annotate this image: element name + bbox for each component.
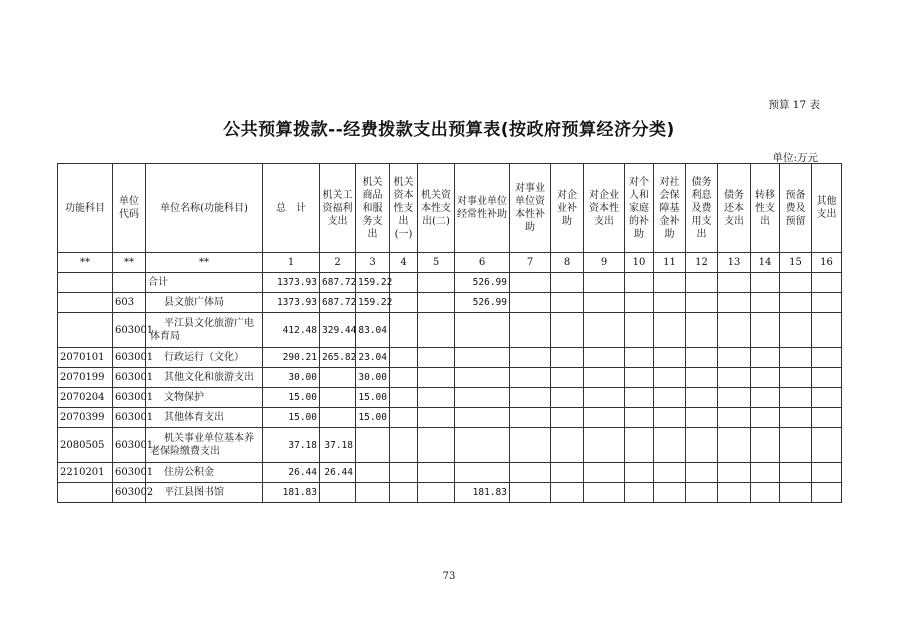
column-header: 单位名称(功能科目) bbox=[146, 164, 263, 253]
subsidy-cell bbox=[455, 428, 510, 463]
func-code-cell bbox=[58, 313, 113, 348]
unit-code-cell: 603001 bbox=[113, 408, 146, 428]
form-number: 预算 17 表 bbox=[768, 99, 820, 111]
column-header: 对事业单位经常性补助 bbox=[455, 164, 510, 253]
column-header: 机关资本性支出(二) bbox=[418, 164, 455, 253]
index-cell: 1 bbox=[263, 253, 320, 273]
index-row bbox=[58, 253, 842, 273]
unit-code-cell: 603002 bbox=[113, 483, 146, 503]
salary-cell: 265.82 bbox=[320, 348, 356, 368]
page-number: 73 bbox=[442, 571, 456, 582]
goods-services-cell: 83.04 bbox=[356, 313, 390, 348]
unit-name-cell: 平江县图书馆 bbox=[146, 483, 263, 503]
subsidy-cell bbox=[455, 313, 510, 348]
goods-services-cell: 159.22 bbox=[356, 273, 390, 293]
table-row bbox=[58, 348, 842, 368]
salary-cell bbox=[320, 408, 356, 428]
goods-services-cell: 159.22 bbox=[356, 293, 390, 313]
index-cell: 16 bbox=[812, 253, 842, 273]
index-cell: 5 bbox=[418, 253, 455, 273]
index-cell: 3 bbox=[356, 253, 390, 273]
salary-cell: 329.44 bbox=[320, 313, 356, 348]
func-code-cell: 2070101 bbox=[58, 348, 113, 368]
column-header: 机关商品和服务支出 bbox=[356, 164, 390, 253]
table-row bbox=[58, 463, 842, 483]
salary-cell: 26.44 bbox=[320, 463, 356, 483]
unit-code-cell: 603001 bbox=[113, 368, 146, 388]
salary-cell bbox=[320, 483, 356, 503]
salary-cell bbox=[320, 368, 356, 388]
column-header: 债务还本支出 bbox=[718, 164, 751, 253]
total-cell: 15.00 bbox=[263, 388, 320, 408]
unit-code-cell: 603 bbox=[113, 293, 146, 313]
index-cell: ** bbox=[113, 253, 146, 273]
unit-code-cell: 603001 bbox=[113, 428, 146, 463]
unit-code-cell: 603001 bbox=[113, 313, 146, 348]
salary-cell: 37.18 bbox=[320, 428, 356, 463]
total-cell: 412.48 bbox=[263, 313, 320, 348]
table-row bbox=[58, 293, 842, 313]
unit-name-cell: 其他文化和旅游支出 bbox=[146, 368, 263, 388]
index-cell: 2 bbox=[320, 253, 356, 273]
index-cell: 11 bbox=[654, 253, 686, 273]
unit-name-cell: 机关事业单位基本养老保险缴费支出 bbox=[146, 428, 263, 463]
index-cell: 12 bbox=[686, 253, 718, 273]
column-header: 对企业补助 bbox=[551, 164, 584, 253]
subsidy-cell bbox=[455, 408, 510, 428]
func-code-cell: 2080505 bbox=[58, 428, 113, 463]
unit-code-cell: 603001 bbox=[113, 348, 146, 368]
index-cell: 14 bbox=[751, 253, 780, 273]
index-cell: 10 bbox=[625, 253, 654, 273]
header-row bbox=[58, 164, 842, 253]
column-header: 债务利息及费用支出 bbox=[686, 164, 718, 253]
unit-name-cell: 合计 bbox=[146, 273, 263, 293]
index-cell: 8 bbox=[551, 253, 584, 273]
column-header: 单位代码 bbox=[113, 164, 146, 253]
table-row bbox=[58, 388, 842, 408]
table-row bbox=[58, 428, 842, 463]
unit-code-cell bbox=[113, 273, 146, 293]
table-row bbox=[58, 273, 842, 293]
subsidy-cell bbox=[455, 348, 510, 368]
page-title: 公共预算拨款--经费拨款支出预算表(按政府预算经济分类) bbox=[223, 120, 675, 140]
column-header: 预备费及预留 bbox=[780, 164, 812, 253]
total-cell: 37.18 bbox=[263, 428, 320, 463]
column-header: 转移性支出 bbox=[751, 164, 780, 253]
func-code-cell bbox=[58, 293, 113, 313]
func-code-cell bbox=[58, 483, 113, 503]
goods-services-cell: 23.04 bbox=[356, 348, 390, 368]
total-cell: 1373.93 bbox=[263, 293, 320, 313]
index-cell: 6 bbox=[455, 253, 510, 273]
total-cell: 1373.93 bbox=[263, 273, 320, 293]
func-code-cell: 2070199 bbox=[58, 368, 113, 388]
index-cell: 15 bbox=[780, 253, 812, 273]
subsidy-cell: 526.99 bbox=[455, 293, 510, 313]
unit-name-cell: 住房公积金 bbox=[146, 463, 263, 483]
func-code-cell: 2070204 bbox=[58, 388, 113, 408]
total-cell: 181.83 bbox=[263, 483, 320, 503]
subsidy-cell: 526.99 bbox=[455, 273, 510, 293]
subsidy-cell bbox=[455, 463, 510, 483]
salary-cell: 687.72 bbox=[320, 273, 356, 293]
column-header: 对个人和家庭的补助 bbox=[625, 164, 654, 253]
column-header: 机关资本性支出(一) bbox=[390, 164, 418, 253]
unit-name-cell: 行政运行（文化） bbox=[146, 348, 263, 368]
func-code-cell: 2210201 bbox=[58, 463, 113, 483]
column-header: 总 计 bbox=[263, 164, 320, 253]
total-cell: 15.00 bbox=[263, 408, 320, 428]
index-cell: 9 bbox=[584, 253, 625, 273]
subsidy-cell: 181.83 bbox=[455, 483, 510, 503]
goods-services-cell: 15.00 bbox=[356, 408, 390, 428]
goods-services-cell bbox=[356, 428, 390, 463]
unit-label: 单位:万元 bbox=[772, 152, 818, 164]
table-row bbox=[58, 368, 842, 388]
column-header: 对事业单位资本性补助 bbox=[510, 164, 551, 253]
total-cell: 26.44 bbox=[263, 463, 320, 483]
column-header: 其他支出 bbox=[812, 164, 842, 253]
index-cell: 7 bbox=[510, 253, 551, 273]
subsidy-cell bbox=[455, 388, 510, 408]
index-cell: 4 bbox=[390, 253, 418, 273]
unit-name-cell: 平江县文化旅游广电体育局 bbox=[146, 313, 263, 348]
index-cell: ** bbox=[58, 253, 113, 273]
subsidy-cell bbox=[455, 368, 510, 388]
column-header: 机关工资福利支出 bbox=[320, 164, 356, 253]
unit-name-cell: 文物保护 bbox=[146, 388, 263, 408]
index-cell: 13 bbox=[718, 253, 751, 273]
unit-code-cell: 603001 bbox=[113, 463, 146, 483]
column-header: 对企业资本性支出 bbox=[584, 164, 625, 253]
func-code-cell bbox=[58, 273, 113, 293]
unit-name-cell: 其他体育支出 bbox=[146, 408, 263, 428]
goods-services-cell: 15.00 bbox=[356, 388, 390, 408]
total-cell: 30.00 bbox=[263, 368, 320, 388]
goods-services-cell: 30.00 bbox=[356, 368, 390, 388]
unit-name-cell: 县文旅广体局 bbox=[146, 293, 263, 313]
table-row bbox=[58, 313, 842, 348]
index-cell: ** bbox=[146, 253, 263, 273]
table-row bbox=[58, 483, 842, 503]
column-header: 功能科目 bbox=[58, 164, 113, 253]
salary-cell: 687.72 bbox=[320, 293, 356, 313]
column-header: 对社会保障基金补助 bbox=[654, 164, 686, 253]
salary-cell bbox=[320, 388, 356, 408]
total-cell: 290.21 bbox=[263, 348, 320, 368]
budget-table bbox=[57, 163, 842, 503]
goods-services-cell bbox=[356, 463, 390, 483]
table-row bbox=[58, 408, 842, 428]
unit-code-cell: 603001 bbox=[113, 388, 146, 408]
goods-services-cell bbox=[356, 483, 390, 503]
func-code-cell: 2070399 bbox=[58, 408, 113, 428]
